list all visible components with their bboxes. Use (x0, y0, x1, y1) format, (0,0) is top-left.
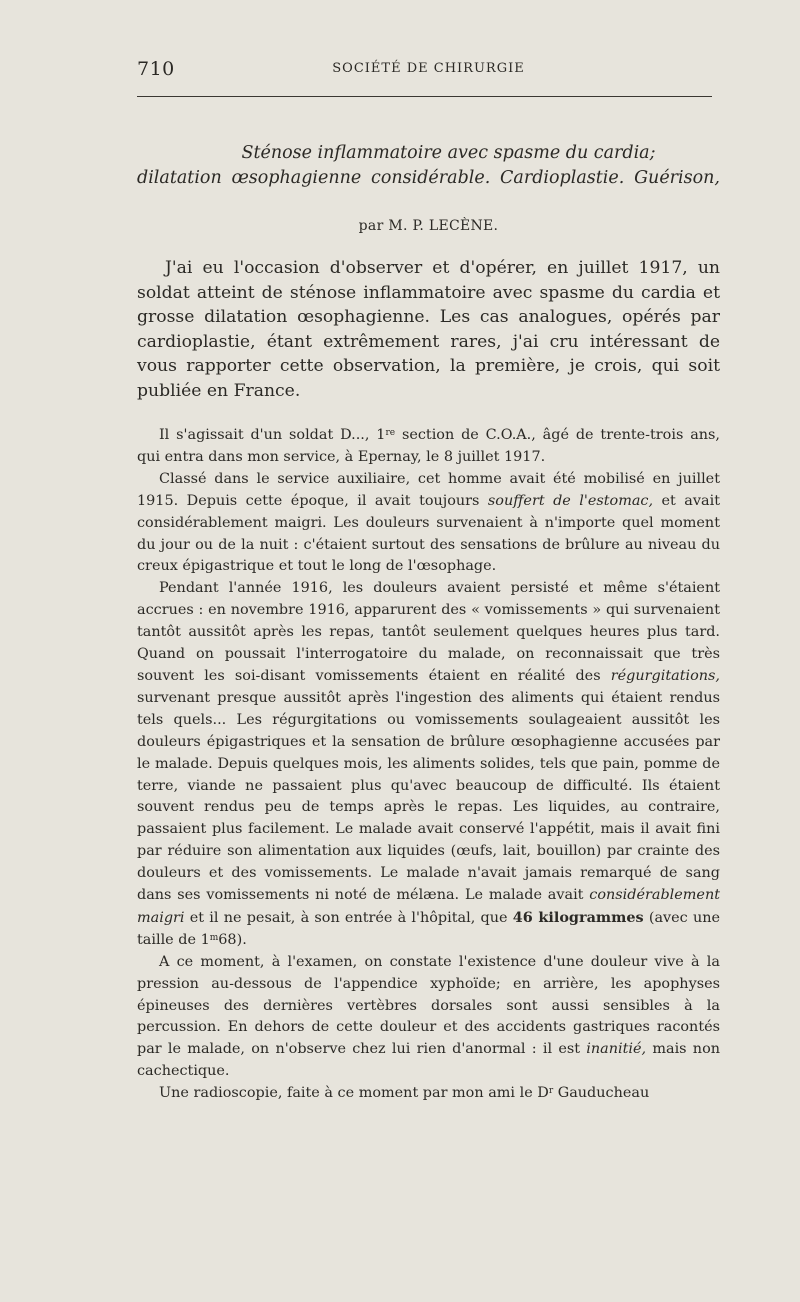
paragraph-1: Il s'agissait d'un soldat D..., 1re section de C.O.A., âgé de trente-trois ans, qui entra dans mon service, à Epernay, le 8 juillet 1917. (137, 427, 720, 465)
paragraph-4: A ce moment, à l'examen, on constate l'existence d'une douleur vive à la pression au-dessous de l'appendice xyphoïde; en arrière, les apophyses épineuses des dernières vertèbres dorsales sont aussi sensibles à la percussion. En dehors de cette douleur et des accidents gastriques racontés par le malade, on n'observe chez lui rien d'anormal : il est inanitié, mais non cachectique. (137, 953, 721, 1080)
author-byline: par M. P. LECÈNE. (358, 218, 499, 234)
page-number: 710 (137, 58, 175, 80)
paragraph-5: Une radioscopie, faite à ce moment par mon ami le $D^r$ Gauducheau (159, 1085, 650, 1102)
paragraph-3: Pendant l'année 1916, les douleurs avaient persisté et même s'étaient accrues : en novembre 1916, apparurent des « vomissements » qui survenaient tantôt aussitôt après les repas, tantôt seulement quelques heures plus tard. Quand on poussait l'interrogatoire du malade, on reconnaissait que très souvent les soi-disant vomissements étaient en réalité des régurgitations, survenant presque aussitôt après l'ingestion des aliments qui étaient rendus tels quels... Les régurgitations ou vomissements soulageaient aussitôt les douleurs épigastriques et la sensation de brûlure œsophagienne accusées par le malade. Depuis quelques mois, les aliments solides, tels que pain, pomme de terre, viande ne passaient plus qu'avec beaucoup de difficulté. Ils étaient souvent rendus peu de temps après le repas. Les liquides, au contraire, passaient plus facilement. Le malade avait conservé l'appétit, mais il avait fini par réduire son alimentation aux liquides (œufs, lait, bouillon) par crainte des douleurs et des vomissements. Le malade n'avait jamais remarqué de sang dans ses vomissements ni noté de mélæna. Le malade avait considérablement maigri et il ne pesait, à son entrée à l'hôpital, que 46 kilogrammes (avec une taille de 1$^m$68). (137, 580, 721, 948)
running-head (137, 58, 720, 84)
article-title (137, 141, 720, 191)
paragraph-2: Classé dans le service auxiliaire, cet homme avait été mobilisé en juillet 1915. Depuis cette époque, il avait toujours souffert de l'estomac, et avait considérablement maigri. Les douleurs survenaient à n'importe quel moment du jour ou de la nuit : c'étaient surtout des sensations de brûlure au niveau du creux épigastrique et tout le long de l'œsophage. (137, 470, 720, 575)
article-title-line-1: Sténose inflammatoire avec spasme du cardia; (241, 143, 656, 163)
journal-title: SOCIÉTÉ DE CHIRURGIE (332, 61, 525, 76)
intro-paragraph: J'ai eu l'occasion d'observer et d'opérer, en juillet 1917, un soldat atteint de sténose inflammatoire avec spasme du cardia et grosse dilatation œsophagienne. Les cas analogues, opérés par cardioplastie, étant extrêmement rares, j'ai cru intéressant de vous rapporter cette observation, la première, je crois, qui soit publiée en France. (137, 258, 720, 401)
observation-body (137, 425, 720, 1105)
article-title-line-2: dilatation œsophagienne considérable. Cardioplastie. Guérison, (137, 168, 720, 188)
header-rule (137, 96, 712, 97)
